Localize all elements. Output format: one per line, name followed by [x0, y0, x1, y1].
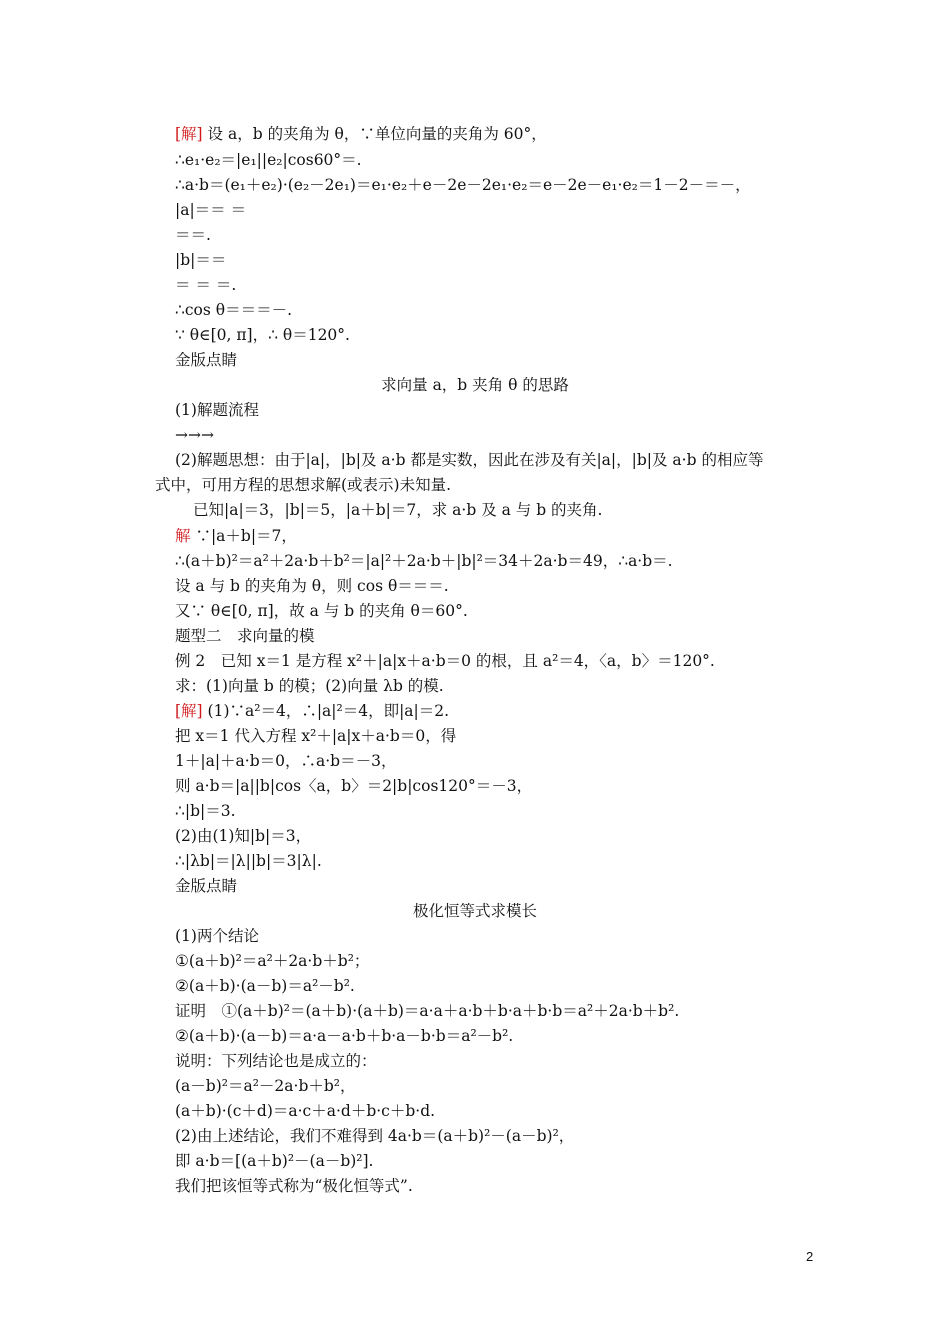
line-text: (2)解题思想：由于|a|，|b|及 a·b 都是实数，因此在涉及有关|a|，|b|及 a·b 的相应等: [175, 451, 764, 469]
line-text: 求向量 a，b 夹角 θ 的思路: [381, 376, 569, 394]
line-text: 已知|a|＝3，|b|＝5，|a＋b|＝7，求 a·b 及 a 与 b 的夹角.: [193, 501, 603, 519]
line-text: 说明：下列结论也是成立的：: [175, 1052, 377, 1070]
text-line: [175, 325, 350, 345]
text-line: [175, 776, 532, 796]
line-text: |a|＝＝ ＝: [175, 201, 247, 219]
line-text: ∵ θ∈[0, π]，∴ θ＝120°.: [175, 326, 350, 344]
line-text: (1)两个结论: [175, 927, 259, 945]
text-line: [175, 1051, 377, 1071]
text-line: [175, 826, 311, 846]
text-line: [175, 1101, 435, 1121]
text-line: [175, 926, 259, 946]
text-line: [175, 425, 214, 445]
line-text: 例 2 已知 x＝1 是方程 x²＋|a|x＋a·b＝0 的根，且 a²＝4，〈a，b〉＝120°.: [175, 652, 715, 670]
text-line: [175, 1176, 413, 1196]
text-line: [175, 300, 292, 320]
solution-tag: 解: [175, 527, 191, 545]
line-text: ∴e₁·e₂＝|e₁||e₂|cos60°＝.: [175, 151, 362, 169]
line-text: ∴(a＋b)²＝a²＋2a·b＋b²＝|a|²＋2a·b＋|b|²＝34＋2a·b＝49，∴a·b＝.: [175, 552, 673, 570]
line-text: (2)由(1)知|b|＝3，: [175, 827, 312, 845]
line-text: 极化恒等式求模长: [412, 902, 537, 920]
line-text: ＝ ＝ ＝.: [175, 276, 237, 294]
text-line: [175, 701, 449, 721]
text-line: [175, 951, 369, 971]
text-line: [175, 400, 259, 420]
line-text: 式中，可用方程的思想求解(或表示)未知量.: [155, 476, 452, 494]
text-line: [175, 576, 449, 596]
text-line: [175, 200, 246, 220]
line-text: 金版点睛: [175, 351, 238, 369]
section-heading: [0, 901, 950, 921]
text-line: [175, 526, 297, 546]
line-text: 我们把该恒等式称为“极化恒等式”.: [175, 1177, 413, 1195]
text-line: [175, 801, 236, 821]
line-text: 题型二 求向量的模: [175, 627, 315, 645]
text-line: [175, 350, 237, 370]
text-line: [175, 851, 322, 871]
line-text: 设 a，b 的夹角为 θ，∵单位向量的夹角为 60°，: [207, 125, 547, 143]
line-text: (a＋b)·(c＋d)＝a·c＋a·d＋b·c＋b·d.: [175, 1102, 436, 1120]
line-text: ①(a＋b)²＝a²＋2a·b＋b²；: [175, 952, 370, 970]
text-line: [175, 626, 315, 646]
line-text: 又∵ θ∈[0, π]，故 a 与 b 的夹角 θ＝60°.: [175, 602, 468, 620]
text-line: [175, 1076, 356, 1096]
text-line: [175, 876, 237, 896]
line-text: ∴a·b＝(e₁＋e₂)·(e₂－2e₁)＝e₁·e₂＋e－2e－2e₁·e₂＝e－2e－e₁·e₂＝1－2－＝－，: [175, 176, 751, 194]
text-line: [175, 225, 211, 245]
text-line: [175, 676, 444, 696]
line-text: ②(a＋b)·(a－b)＝a·a－a·b＋b·a－b·b＝a²－b².: [175, 1027, 514, 1045]
solution-tag: [解]: [175, 702, 203, 720]
line-text: (1)解题流程: [175, 401, 259, 419]
text-line: [175, 175, 751, 195]
line-text: 把 x＝1 代入方程 x²＋|a|x＋a·b＝0，得: [175, 727, 457, 745]
line-text: 设 a 与 b 的夹角为 θ，则 cos θ＝＝＝.: [175, 577, 449, 595]
text-line: [175, 601, 468, 621]
line-text: →→→: [175, 426, 214, 444]
line-text: ∵|a＋b|＝7，: [195, 527, 297, 545]
section-heading: [0, 375, 950, 395]
line-text: ∴|b|＝3.: [175, 802, 236, 820]
line-text: ②(a＋b)·(a－b)＝a²－b².: [175, 977, 355, 995]
solution-tag: [解]: [175, 125, 203, 143]
text-line: [175, 124, 547, 144]
line-text: 金版点睛: [175, 877, 238, 895]
line-text: |b|＝＝: [175, 251, 227, 269]
text-line: [175, 1001, 679, 1021]
line-text: 即 a·b＝[(a＋b)²－(a－b)²].: [175, 1152, 374, 1170]
line-text: 证明 ①(a＋b)²＝(a＋b)·(a＋b)＝a·a＋a·b＋b·a＋b·b＝a²＋2a·b＋b².: [175, 1002, 680, 1020]
line-text: (1)∵a²＝4，∴|a|²＝4，即|a|＝2.: [207, 702, 450, 720]
text-line: [175, 551, 673, 571]
text-line: [175, 751, 396, 771]
text-line: [175, 1126, 574, 1146]
text-line: [175, 1026, 513, 1046]
text-line: [155, 475, 451, 495]
text-line: [193, 500, 603, 520]
line-text: ＝＝.: [175, 226, 211, 244]
line-text: ∴cos θ＝＝＝－.: [175, 301, 293, 319]
text-line: [175, 976, 355, 996]
text-line: [175, 150, 362, 170]
text-line: [175, 1151, 373, 1171]
text-line: [175, 450, 763, 470]
line-text: (a－b)²＝a²－2a·b＋b²，: [175, 1077, 356, 1095]
text-line: [175, 726, 456, 746]
line-text: 1＋|a|＋a·b＝0，∴a·b＝－3，: [175, 752, 397, 770]
line-text: ∴|λb|＝|λ||b|＝3|λ|.: [175, 852, 322, 870]
line-text: (2)由上述结论，我们不难得到 4a·b＝(a＋b)²－(a－b)²，: [175, 1127, 575, 1145]
page-number: 2: [806, 1249, 814, 1264]
text-line: [175, 275, 236, 295]
text-line: [175, 250, 226, 270]
line-text: 求：(1)向量 b 的模；(2)向量 λb 的模.: [175, 677, 444, 695]
text-line: [175, 651, 715, 671]
line-text: 则 a·b＝|a||b|cos〈a，b〉＝2|b|cos120°＝－3，: [175, 777, 533, 795]
